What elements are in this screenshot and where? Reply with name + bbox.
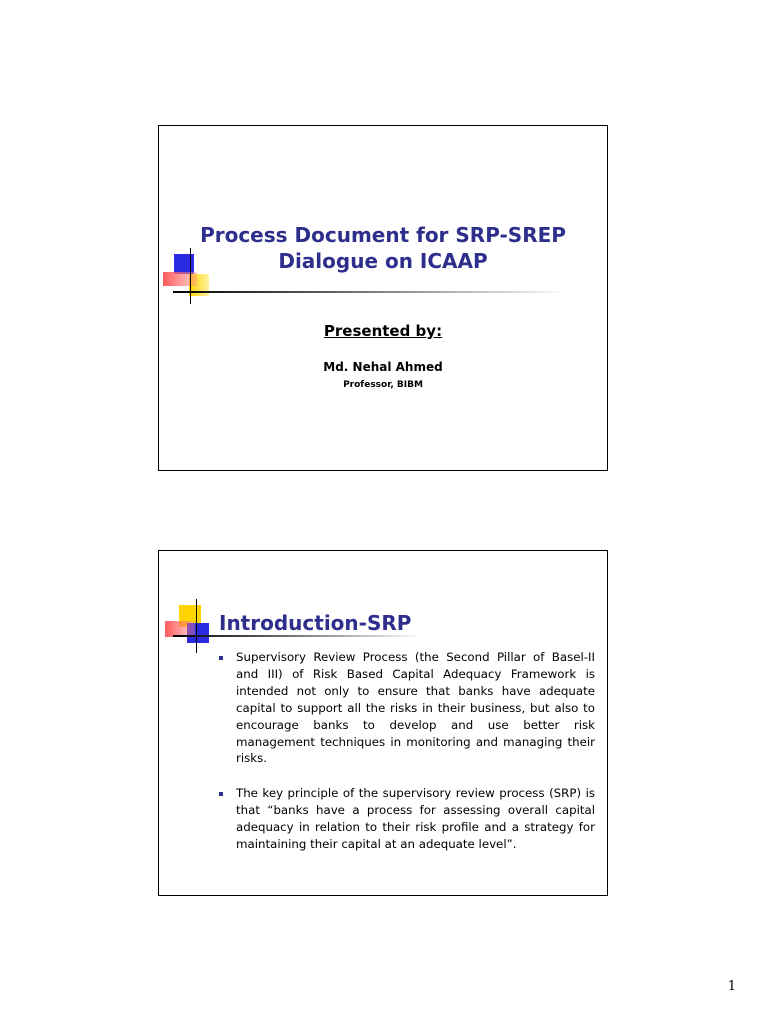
bullet-square-icon xyxy=(219,656,223,660)
title-line-2: Dialogue on ICAAP xyxy=(278,249,488,273)
slide-1 xyxy=(158,125,608,471)
bullet-text: The key principle of the supervisory review process (SRP) is that “banks have a process for assessing overall capital adequacy in relation to their risk profile and a strategy for maintaining their capital at an adequate level”. xyxy=(236,786,595,852)
slide-title: Introduction-SRP xyxy=(219,611,412,635)
slide-2 xyxy=(158,550,608,896)
title-line-1: Process Document for SRP-SREP xyxy=(200,223,566,247)
title-underline xyxy=(173,291,569,293)
bullet-list xyxy=(217,649,595,871)
author-role: Professor, BIBM xyxy=(343,380,423,390)
title-underline xyxy=(173,635,423,637)
bullet-square-icon xyxy=(219,792,223,796)
author-name: Md. Nehal Ahmed xyxy=(323,360,443,374)
bullet-text: Supervisory Review Process (the Second Pillar of Basel-II and III) of Risk Based Capital Adequacy Framework is intended not only to ensure that banks have adequate capital to support all the risks in their business, but also to encourage banks to develop and use better risk management techniques in monitoring and managing their risks. xyxy=(236,650,595,766)
page-title xyxy=(159,222,607,274)
list-item xyxy=(217,785,595,853)
page-number: 1 xyxy=(727,979,736,994)
presented-by-label: Presented by: xyxy=(323,322,443,340)
list-item xyxy=(217,649,595,767)
slide-logo-icon xyxy=(165,599,225,659)
